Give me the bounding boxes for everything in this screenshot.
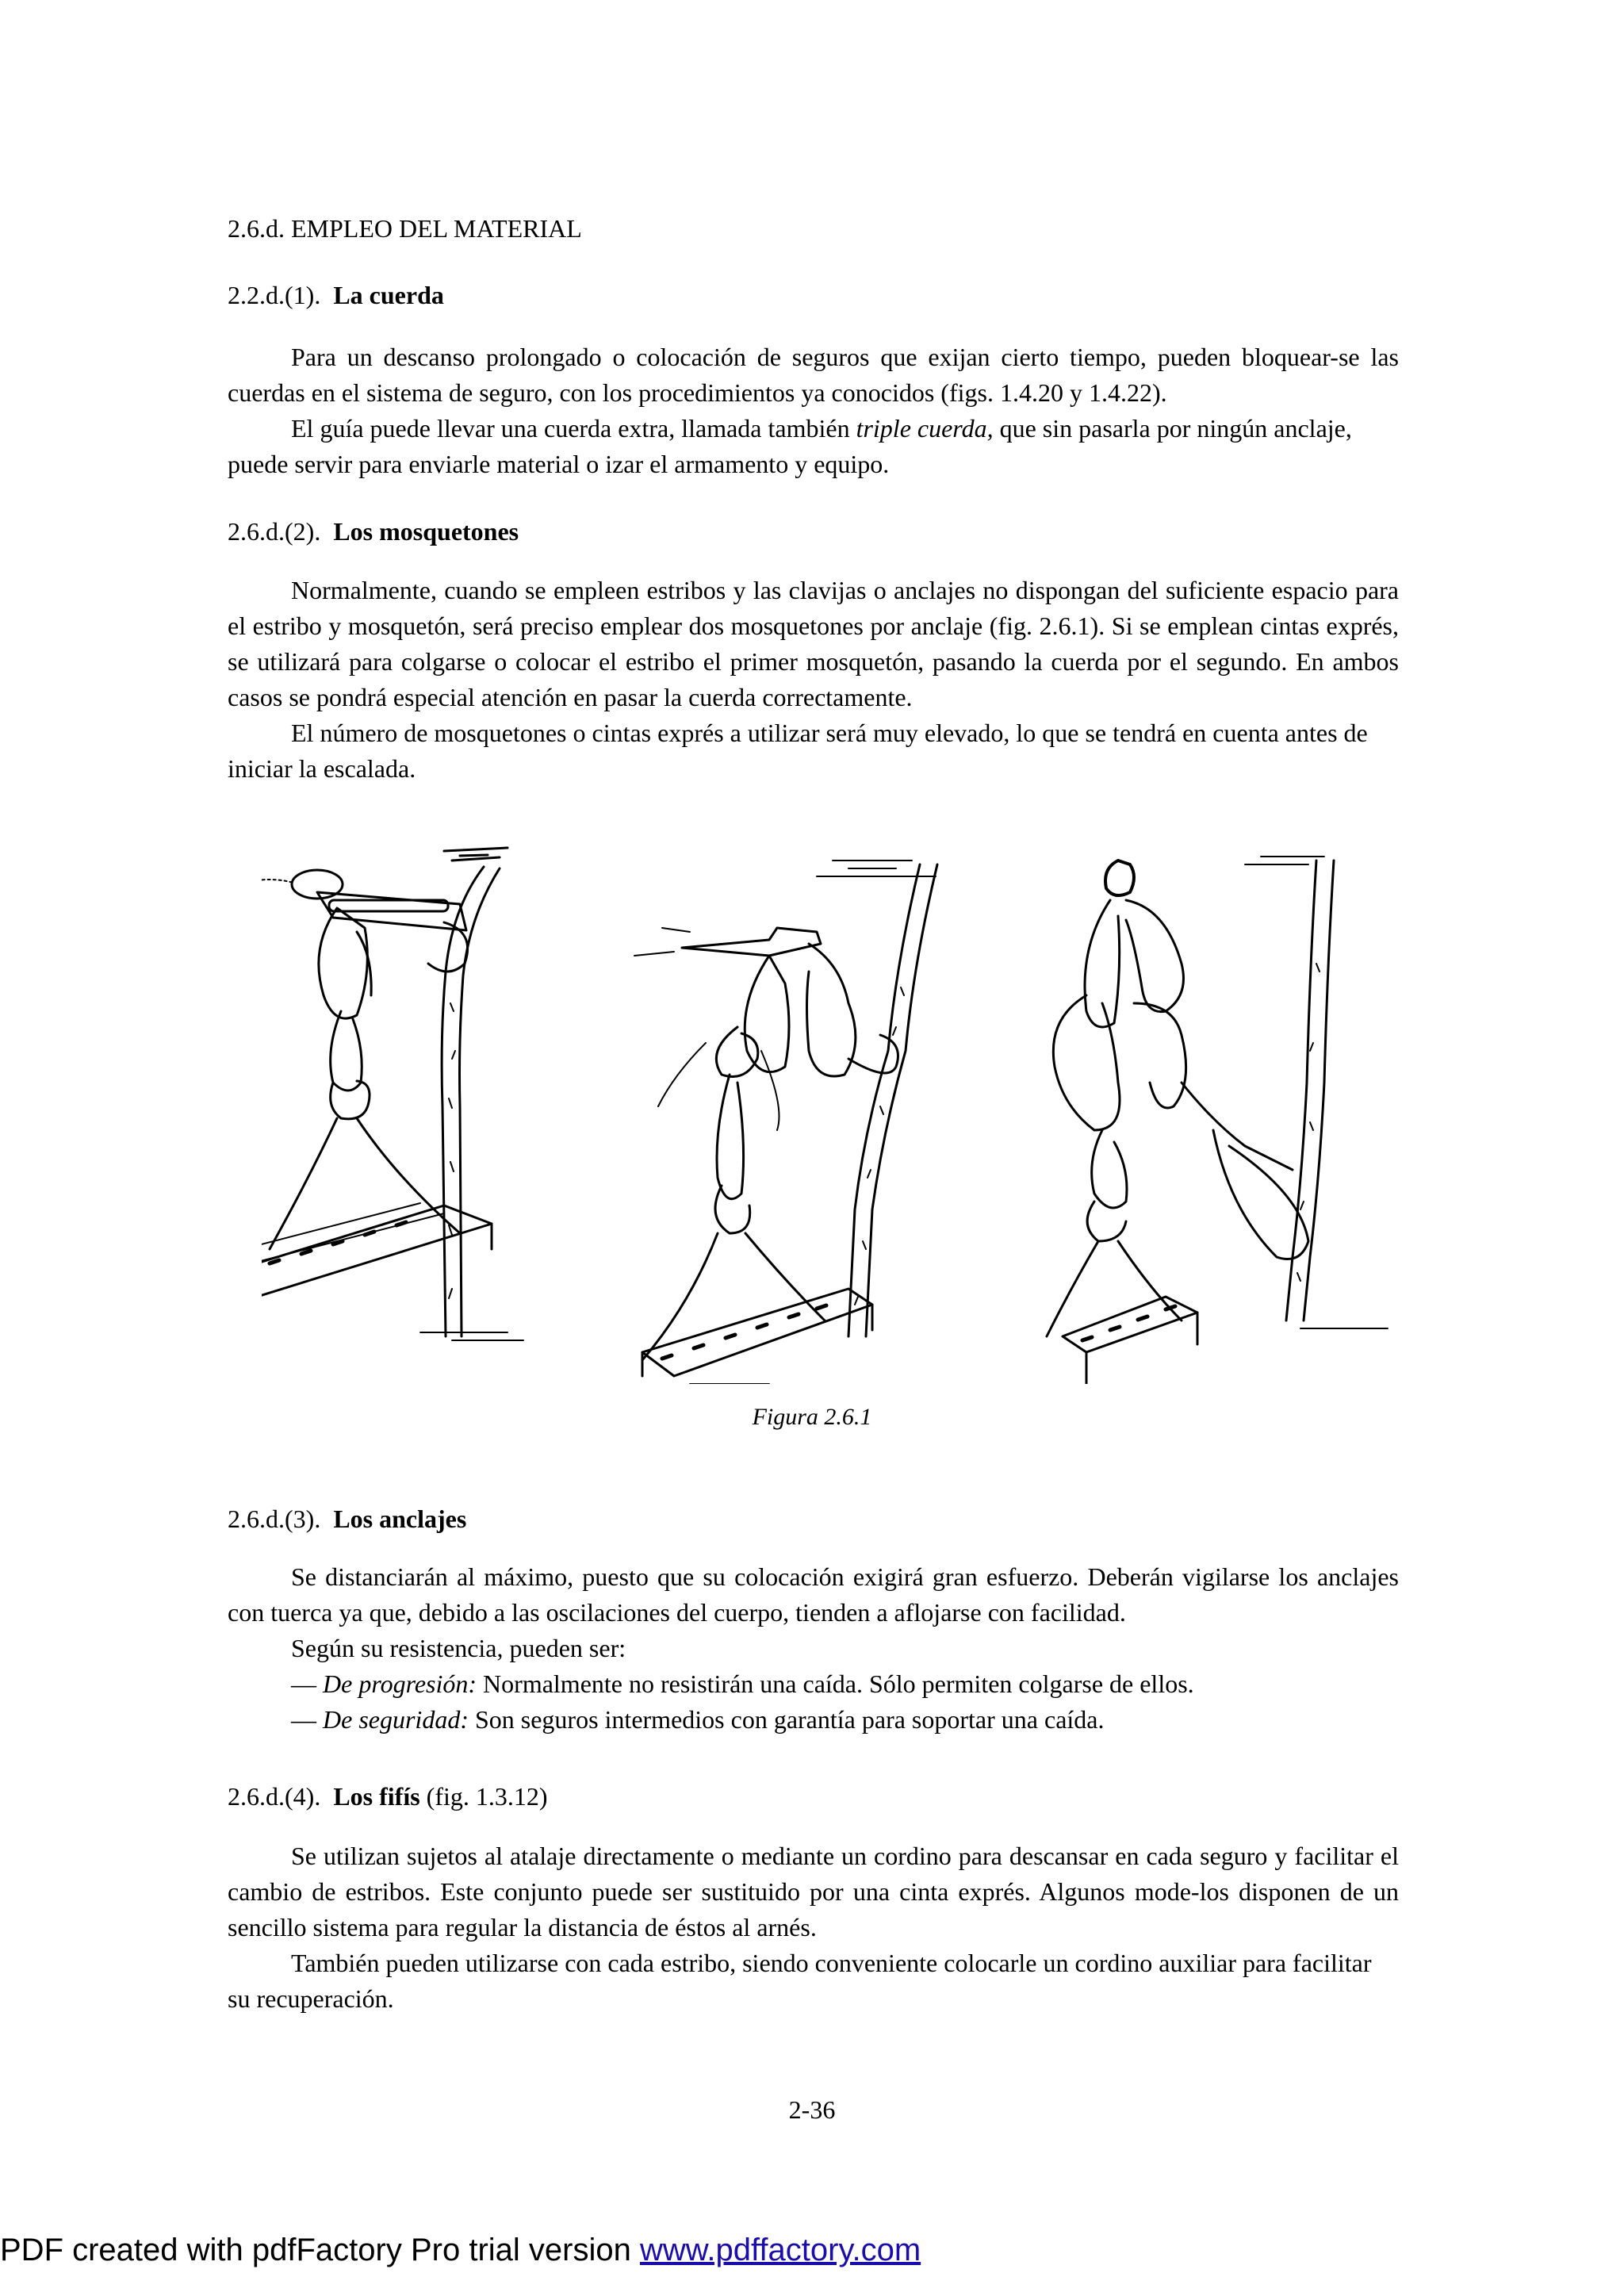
subsection-number: 2.6.d.(3). [228,1504,321,1533]
illustration-panel-3 [1047,857,1388,1384]
subsection-heading-fifis [228,1780,548,1812]
paragraph: El guía puede llevar una cuerda extra, llamada también triple cuerda, que sin pasarla por ningún anclaje, puede servir para enviarle material o izar el armamento y equipo. [228,414,1352,478]
figure-reference: (fig. 1.3.12) [419,1782,548,1811]
subsection-title: Los mosquetones [333,517,519,546]
footer-text: PDF created with pdfFactory Pro trial version [0,2233,640,2267]
page-number: 2-36 [788,2095,836,2124]
figure-caption: Figura 2.6.1 [752,1404,872,1430]
subsection-number: 2.6.d.(2). [228,517,321,546]
subsection-number: 2.2.d.(1). [228,281,321,309]
anclajes-body [228,1559,1399,1738]
list-item: — De seguridad: Son seguros intermedios con garantía para soportar una caída. [291,1705,1105,1734]
mosquetones-body [228,573,1399,787]
figure-carabiner-illustrations [262,845,1411,1384]
subsection-heading-cuerda [228,279,444,311]
cuerda-body [228,339,1399,482]
illustration-panel-2 [634,861,937,1384]
paragraph: Para un descanso prolongado o colocación de seguros que exijan cierto tiempo, pueden bloquear-se las cuerdas en el sistema de seguro, con los procedimientos ya conocidos (figs. 1.4.20 y 1.4.22). [228,343,1399,407]
section-title: 2.6.d. EMPLEO DEL MATERIAL [228,214,582,243]
illustration-panel-1 [262,848,523,1340]
paragraph: Se utilizan sujetos al atalaje directamente o mediante un cordino para descansar en cada seguro y facilitar el cambio de estribos. Este conjunto puede ser sustituido por una cinta exprés. Algunos mode-los disponen de un sencillo sistema para regular la distancia de éstos al arnés. [228,1842,1399,1941]
paragraph: Normalmente, cuando se empleen estribos y las clavijas o anclajes no dispongan del suficiente espacio para el estribo y mosquetón, será preciso emplear dos mosquetones por anclaje (fig. 2.6.1). Si se emplean cintas exprés, se utilizará para colgarse o colocar el estribo el primer mosquetón, pasando la cuerda por el segundo. En ambos casos se pondrá especial atención en pasar la cuerda correctamente. [228,576,1399,711]
paragraph: El número de mosquetones o cintas exprés a utilizar será muy elevado, lo que se tendrá en cuenta antes de iniciar la escalada. [228,719,1368,783]
list-item: — De progresión: Normalmente no resistirán una caída. Sólo permiten colgarse de ellos. [291,1669,1194,1698]
subsection-title: La cuerda [333,281,444,309]
footer-link[interactable]: www.pdffactory.com [639,2233,921,2267]
paragraph: Según su resistencia, pueden ser: [291,1634,626,1662]
pdf-footer [0,2233,921,2268]
subsection-heading-anclajes [228,1503,466,1535]
subsection-title: Los anclajes [333,1504,467,1533]
subsection-heading-mosquetones [228,516,519,547]
paragraph: También pueden utilizarse con cada estribo, siendo conveniente colocarle un cordino auxiliar para facilitar su recuperación. [228,1949,1372,2013]
subsection-title: Los fifís [333,1782,420,1811]
subsection-number: 2.6.d.(4). [228,1782,321,1811]
fifis-body [228,1838,1399,2017]
paragraph: Se distanciarán al máximo, puesto que su colocación exigirá gran esfuerzo. Deberán vigilarse los anclajes con tuerca ya que, debido a las oscilaciones del cuerpo, tienden a aflojarse con facilidad. [228,1562,1399,1627]
